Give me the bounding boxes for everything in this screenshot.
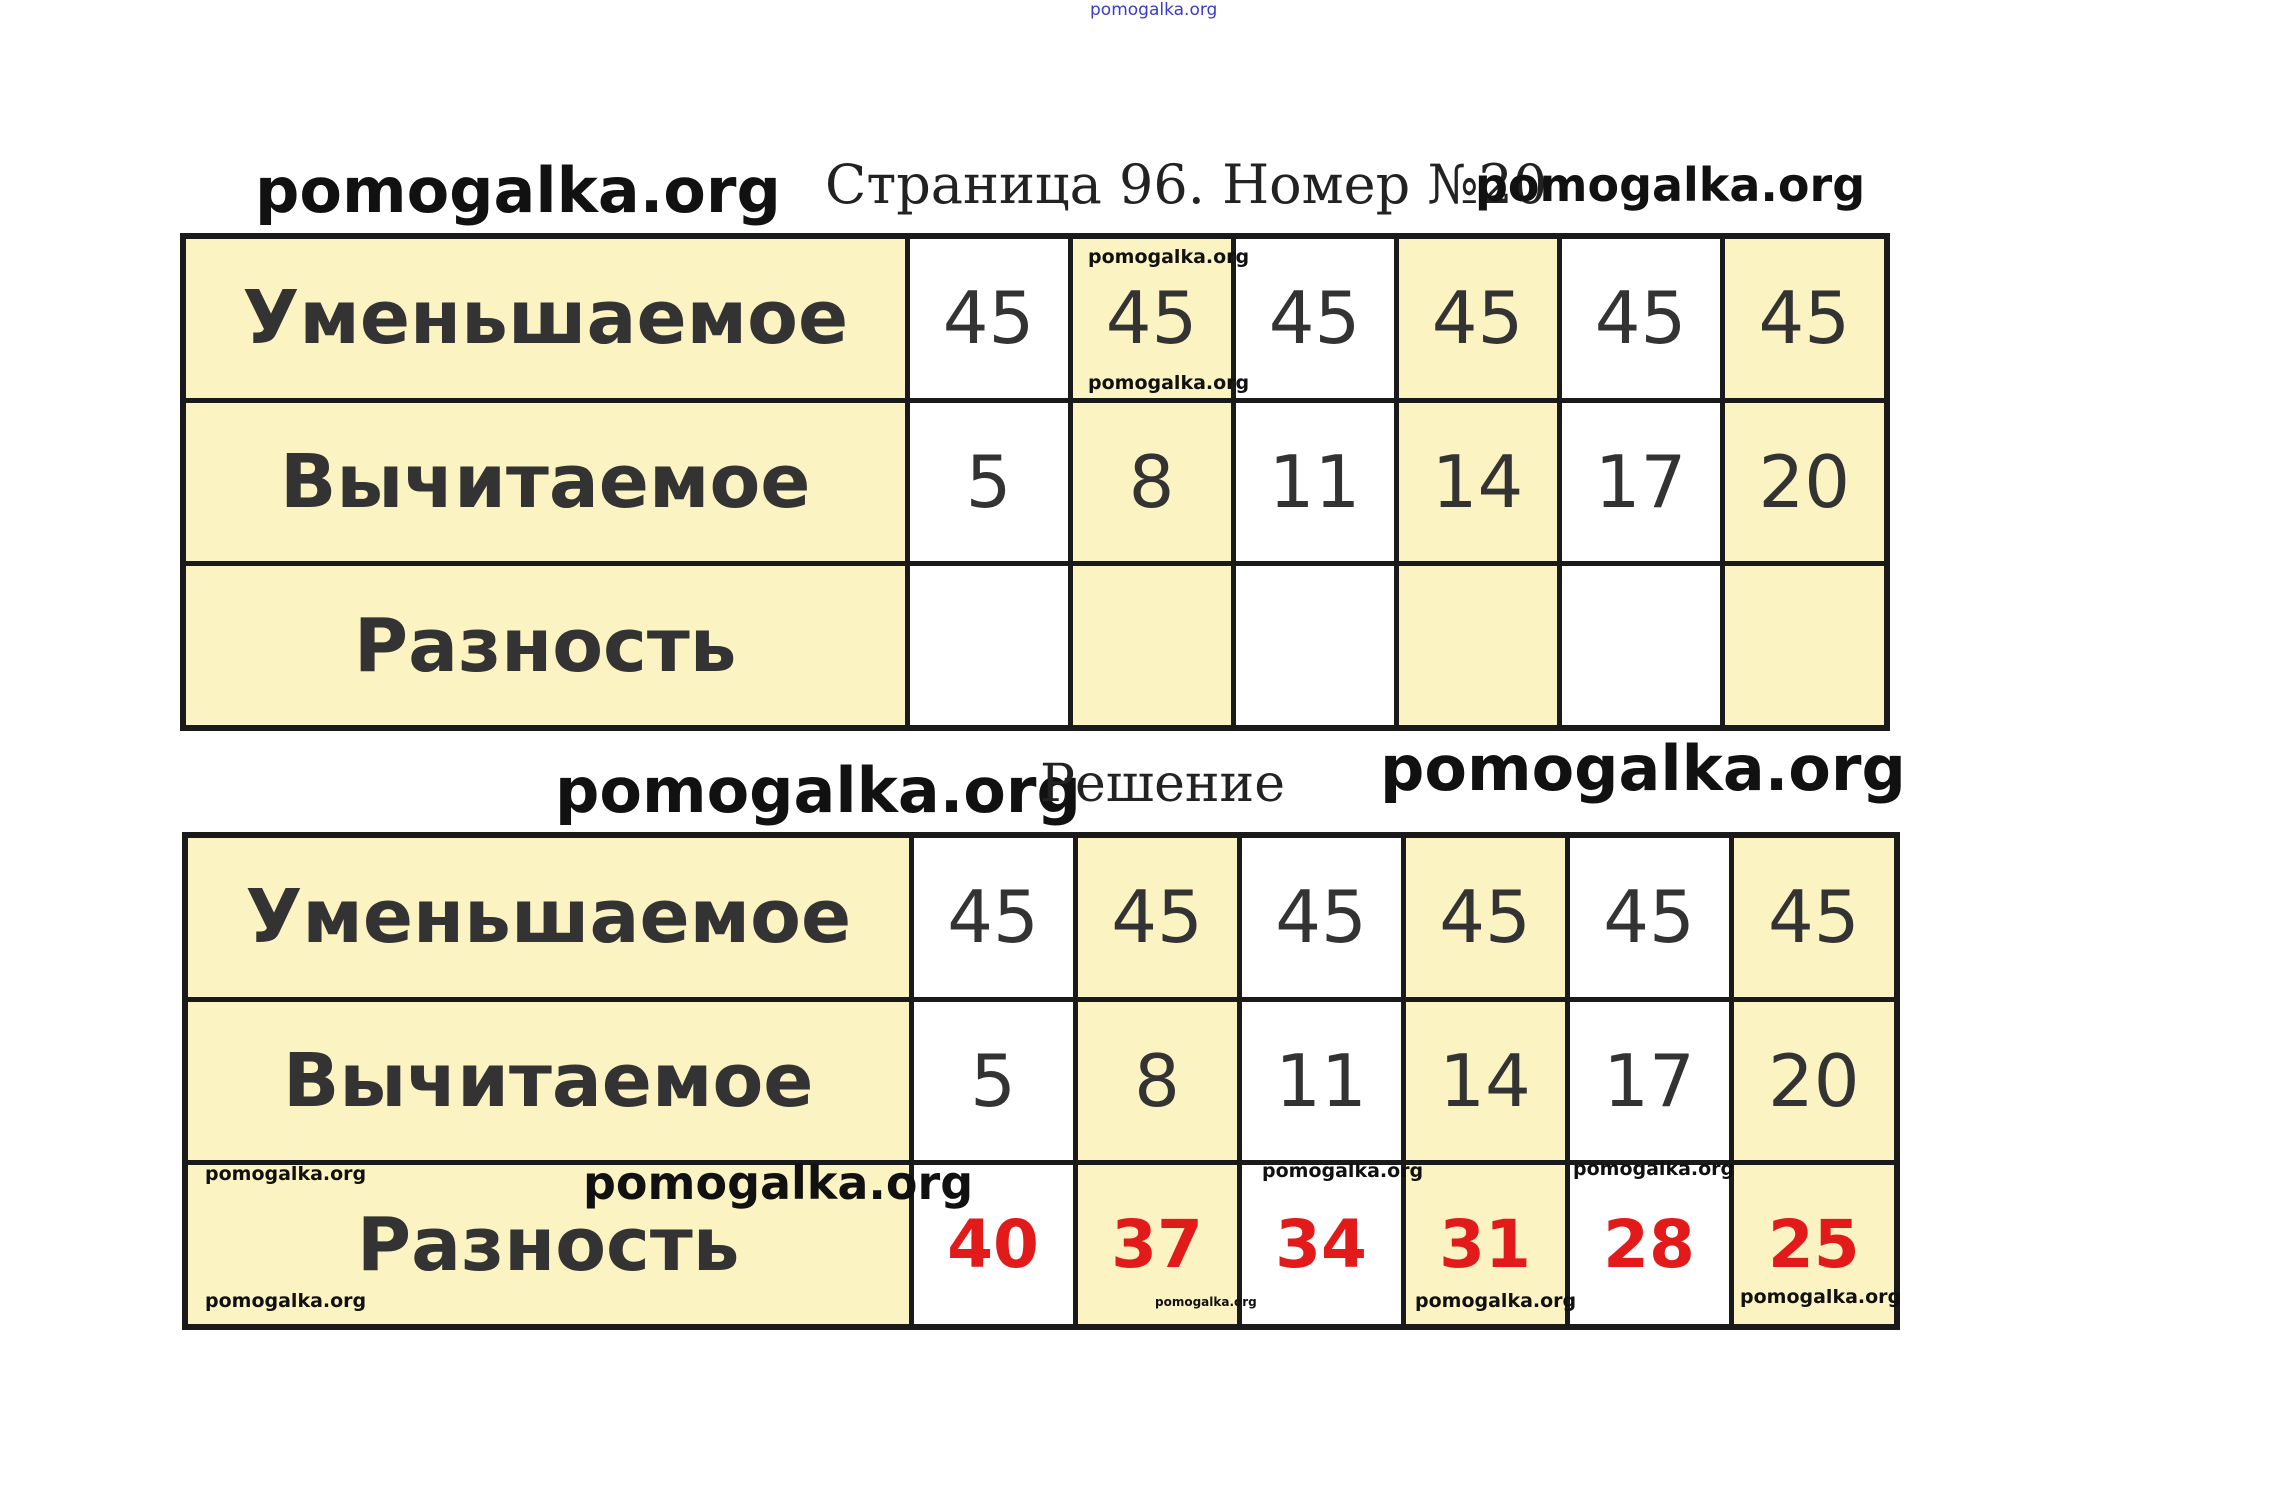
table-cell: 45 bbox=[1403, 835, 1567, 999]
answer-cell: 37 bbox=[1075, 1163, 1239, 1327]
table-cell: 45 bbox=[911, 835, 1075, 999]
solution-title: Решение bbox=[1040, 754, 1285, 814]
row-label-subtrahend: Вычитаемое bbox=[183, 400, 907, 563]
solution-table bbox=[182, 832, 1900, 1330]
empty-answer-cell bbox=[1070, 564, 1233, 728]
table-row bbox=[183, 400, 1887, 563]
answer-cell: 28 bbox=[1567, 1163, 1731, 1327]
answer-cell: 31 bbox=[1403, 1163, 1567, 1327]
table-cell: 17 bbox=[1559, 400, 1722, 563]
row-label-minuend: Уменьшаемое bbox=[185, 835, 911, 999]
watermark-cell: pomogalka.org bbox=[1088, 246, 1250, 268]
table-cell: 11 bbox=[1233, 400, 1396, 563]
watermark-cell: pomogalka.org bbox=[1088, 372, 1250, 394]
watermark-title-right: pomogalka.org bbox=[1475, 158, 1866, 212]
table-cell: 17 bbox=[1567, 999, 1731, 1162]
table-row bbox=[183, 564, 1887, 728]
empty-answer-cell bbox=[1233, 564, 1396, 728]
row-label-subtrahend: Вычитаемое bbox=[185, 999, 911, 1162]
watermark-cell: pomogalka.org bbox=[1262, 1160, 1424, 1182]
watermark-row-label: pomogalka.org bbox=[583, 1156, 974, 1210]
watermark-cell: pomogalka.org bbox=[1573, 1158, 1735, 1180]
watermark-cell: pomogalka.org bbox=[1155, 1295, 1257, 1309]
table-cell: 45 bbox=[1075, 835, 1239, 999]
watermark-solution-left: pomogalka.org bbox=[555, 754, 1081, 827]
empty-answer-cell bbox=[907, 564, 1070, 728]
watermark-left: pomogalka.org bbox=[255, 154, 781, 227]
table-row bbox=[185, 835, 1897, 999]
watermark-top: pomogalka.org bbox=[1090, 0, 1218, 20]
watermark-cell: pomogalka.org bbox=[1740, 1286, 1902, 1308]
table-cell: 20 bbox=[1722, 400, 1887, 563]
watermark-cell: pomogalka.org bbox=[1415, 1290, 1577, 1312]
table-cell: 8 bbox=[1070, 400, 1233, 563]
task-table bbox=[180, 233, 1890, 731]
table-cell: 45 bbox=[1396, 236, 1559, 400]
row-label-difference: Разность bbox=[185, 1163, 911, 1327]
watermark-cell: pomogalka.org bbox=[205, 1163, 367, 1185]
table-cell: 45 bbox=[1070, 236, 1233, 400]
table-cell: 5 bbox=[911, 999, 1075, 1162]
watermark-solution-right: pomogalka.org bbox=[1380, 732, 1906, 805]
page-title: Страница 96. Номер №20 bbox=[825, 153, 1548, 216]
row-label-minuend: Уменьшаемое bbox=[183, 236, 907, 400]
table-cell: 14 bbox=[1403, 999, 1567, 1162]
answer-cell: 40 bbox=[911, 1163, 1075, 1327]
table-cell: 45 bbox=[1559, 236, 1722, 400]
table-row bbox=[183, 236, 1887, 400]
table-cell: 45 bbox=[1567, 835, 1731, 999]
empty-answer-cell bbox=[1722, 564, 1887, 728]
answer-cell: 25 bbox=[1731, 1163, 1897, 1327]
table-cell: 45 bbox=[1731, 835, 1897, 999]
empty-answer-cell bbox=[1396, 564, 1559, 728]
table-cell: 8 bbox=[1075, 999, 1239, 1162]
table-cell: 5 bbox=[907, 400, 1070, 563]
table-cell: 20 bbox=[1731, 999, 1897, 1162]
answer-cell: 34 bbox=[1239, 1163, 1403, 1327]
table-row bbox=[185, 1163, 1897, 1327]
table-cell: 11 bbox=[1239, 999, 1403, 1162]
table-cell: 45 bbox=[907, 236, 1070, 400]
table-cell: 14 bbox=[1396, 400, 1559, 563]
row-label-difference: Разность bbox=[183, 564, 907, 728]
table-cell: 45 bbox=[1233, 236, 1396, 400]
table-cell: 45 bbox=[1239, 835, 1403, 999]
table-cell: 45 bbox=[1722, 236, 1887, 400]
table-row bbox=[185, 999, 1897, 1162]
empty-answer-cell bbox=[1559, 564, 1722, 728]
watermark-cell: pomogalka.org bbox=[205, 1290, 367, 1312]
